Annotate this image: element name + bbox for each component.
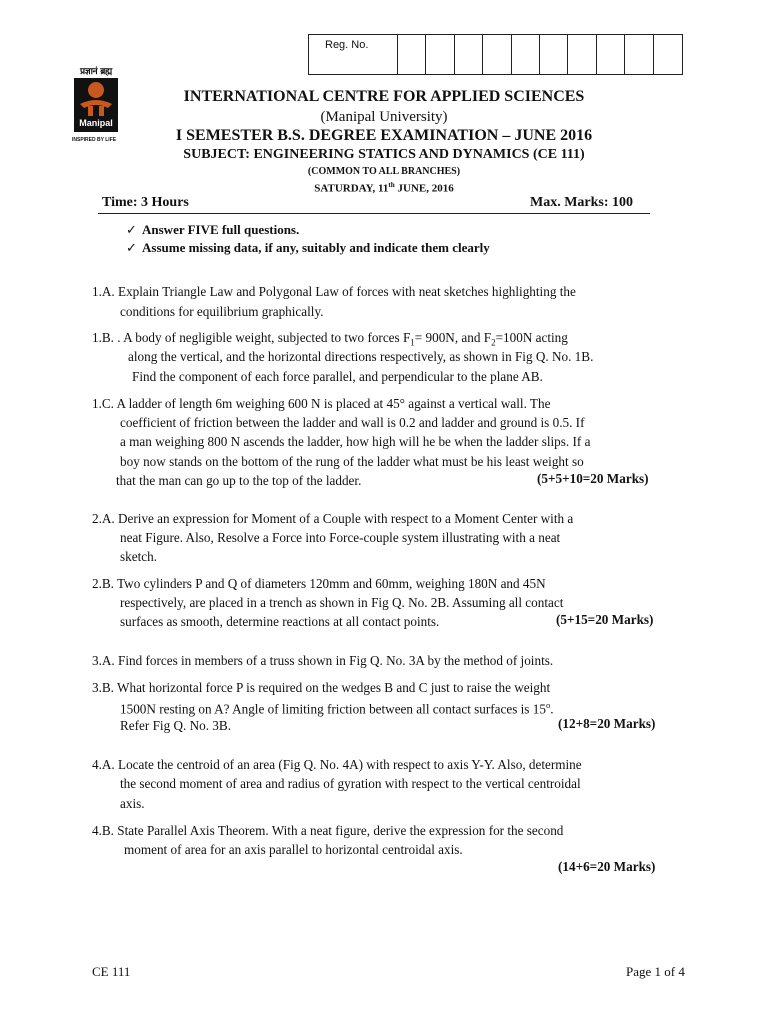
instruction-item: ✓ Assume missing data, if any, suitably and indicate them clearly bbox=[126, 240, 490, 256]
question-1-marks: (5+5+10=20 Marks) bbox=[537, 471, 649, 486]
instruction-item: ✓ Answer FIVE full questions. bbox=[126, 222, 300, 238]
reg-no-cell bbox=[483, 35, 511, 74]
header-divider bbox=[98, 213, 650, 214]
logo-tagline: INSPIRED BY LIFE bbox=[72, 137, 117, 143]
university-name: (Manipal University) bbox=[320, 109, 448, 125]
reg-no-cell bbox=[540, 35, 568, 74]
reg-no-cell bbox=[398, 35, 426, 74]
reg-no-label: Reg. No. bbox=[309, 35, 398, 74]
reg-no-cell bbox=[426, 35, 454, 74]
common-note: (COMMON TO ALL BRANCHES) bbox=[307, 166, 461, 177]
reg-no-cell bbox=[654, 35, 682, 74]
logo-brand: Manipal bbox=[79, 118, 113, 128]
checkmark-icon: ✓ bbox=[126, 223, 137, 238]
exam-title: I SEMESTER B.S. DEGREE EXAMINATION – JUNE 2016 bbox=[175, 127, 593, 144]
exam-date: SATURDAY, 11th JUNE, 2016 bbox=[314, 181, 454, 195]
question-4-marks: (14+6=20 Marks) bbox=[558, 859, 656, 874]
reg-no-cell bbox=[597, 35, 625, 74]
reg-no-cell bbox=[455, 35, 483, 74]
logo-script-text: प्रज्ञानं ब्रह्म bbox=[80, 67, 112, 77]
institute-title: INTERNATIONAL CENTRE FOR APPLIED SCIENCES bbox=[183, 88, 585, 105]
reg-no-cell bbox=[568, 35, 596, 74]
subject-title: SUBJECT: ENGINEERING STATICS AND DYNAMICS (CE 111) bbox=[183, 147, 585, 162]
reg-no-box bbox=[308, 34, 683, 75]
footer-course-code: CE 111 bbox=[92, 964, 131, 979]
max-marks: Max. Marks: 100 bbox=[530, 195, 634, 210]
reg-no-cell bbox=[512, 35, 540, 74]
checkmark-icon: ✓ bbox=[126, 241, 137, 256]
footer-page-number: Page 1 of 4 bbox=[626, 964, 685, 979]
exam-duration: Time: 3 Hours bbox=[102, 195, 189, 210]
question-2-marks: (5+15=20 Marks) bbox=[556, 612, 654, 627]
question-3-marks: (12+8=20 Marks) bbox=[558, 716, 656, 731]
reg-no-cell bbox=[625, 35, 653, 74]
